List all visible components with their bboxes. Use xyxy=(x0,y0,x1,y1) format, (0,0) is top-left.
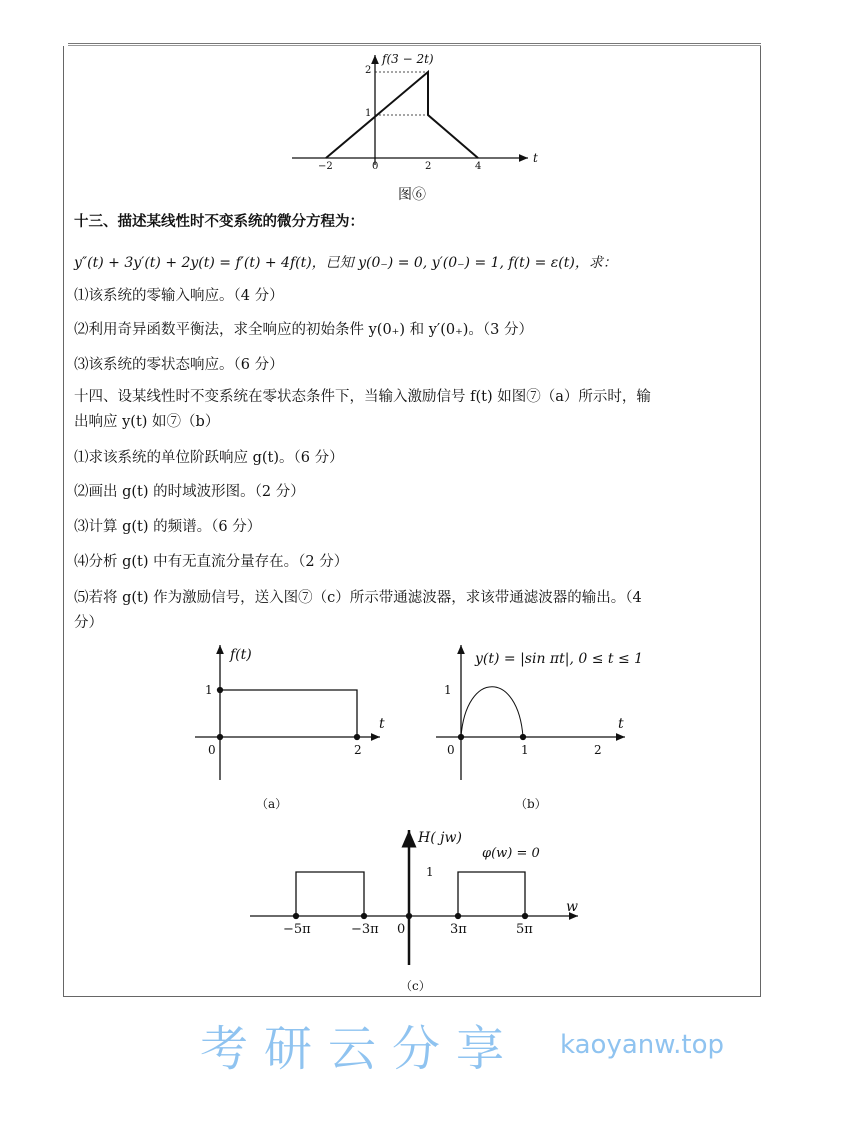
figA-graph xyxy=(195,645,380,780)
point xyxy=(355,735,360,740)
signal-line xyxy=(326,72,478,158)
fig6-xtick: −2 xyxy=(318,161,333,172)
figC-phase: φ(w) = 0 xyxy=(482,846,540,861)
figC-one: 1 xyxy=(426,865,434,879)
point xyxy=(218,688,223,693)
q13-item: ⑴该系统的零输入响应。（4 分） xyxy=(74,288,284,304)
figB-one-y: 1 xyxy=(444,683,452,697)
point xyxy=(456,914,461,919)
point xyxy=(407,914,412,919)
fig6-ytick: 2 xyxy=(365,65,372,76)
figC-ylabel: H( jw) xyxy=(418,830,462,846)
figA-xlabel: t xyxy=(379,716,385,732)
q14-title: 十四、设某线性时不变系统在零状态条件下，当输入激励信号 f(t) 如图⑦（a）所示时，输 xyxy=(74,389,651,405)
fig6-caption: 图⑥ xyxy=(398,187,426,203)
figA-zero: 0 xyxy=(208,743,216,757)
q14-item: ⑴求该系统的单位阶跃响应 g(t)。（6 分） xyxy=(74,450,344,466)
q14-item: ⑵画出 g(t) 的时域波形图。（2 分） xyxy=(74,484,305,500)
point xyxy=(523,914,528,919)
passband-left xyxy=(296,872,364,916)
figA-ylabel: f(t) xyxy=(230,647,252,663)
figB-zero: 0 xyxy=(447,743,455,757)
q13-equation: y″(t) + 3y′(t) + 2y(t) = f′(t) + 4f(t)，已知 y(0₋) = 0, y′(0₋) = 1, f(t) = ε(t)，求： xyxy=(74,255,617,271)
figB-xlabel: t xyxy=(618,716,624,732)
q13-item: ⑵利用奇异函数平衡法，求全响应的初始条件 y(0₊) 和 y′(0₊)。（3 分） xyxy=(74,322,533,338)
q14-item: ⑶计算 g(t) 的频谱。（6 分） xyxy=(74,519,262,535)
point xyxy=(218,735,223,740)
point xyxy=(362,914,367,919)
passband-right xyxy=(458,872,525,916)
fig6-xtick: 2 xyxy=(425,161,432,172)
figA-two: 2 xyxy=(354,743,362,757)
q14-item: 分） xyxy=(74,615,103,631)
fig6-xtick: 0 xyxy=(372,161,379,172)
fig6-ytick: 1 xyxy=(365,108,372,119)
figC-xtick: −3π xyxy=(351,922,379,937)
figC-xtick: 3π xyxy=(450,922,467,937)
fig6-xlabel: t xyxy=(533,151,538,165)
figC-xtick: −5π xyxy=(283,922,311,937)
signal-arc xyxy=(461,687,523,737)
figB-two: 2 xyxy=(594,743,602,757)
fig6-ylabel: f(3 − 2t) xyxy=(382,52,434,66)
watermark-url: kaoyanw.top xyxy=(560,1030,724,1060)
figC-xlabel: w xyxy=(566,899,578,915)
figC-xtick: 0 xyxy=(397,922,406,937)
figA-caption: （a） xyxy=(256,797,288,811)
q14-item: ⑷分析 g(t) 中有无直流分量存在。（2 分） xyxy=(74,554,349,570)
q13-title: 十三、描述某线性时不变系统的微分方程为： xyxy=(74,213,364,230)
figC-xtick: 5π xyxy=(516,922,533,937)
signal-line xyxy=(220,690,357,737)
figB-label: y(t) = |sin πt|, 0 ≤ t ≤ 1 xyxy=(475,651,644,667)
fig6-xtick: 4 xyxy=(475,161,482,172)
figC-caption: （c） xyxy=(400,979,431,993)
point xyxy=(521,735,526,740)
q14-title-cont: 出响应 y(t) 如⑦（b） xyxy=(74,414,220,430)
point xyxy=(294,914,299,919)
figB-caption: （b） xyxy=(515,797,547,811)
figure6-graph xyxy=(292,55,528,165)
q14-item: ⑸若将 g(t) 作为激励信号，送入图⑦（c）所示带通滤波器，求该带通滤波器的输出。（4 xyxy=(74,590,642,606)
figB-one-x: 1 xyxy=(521,743,529,757)
watermark-text: 考研云分享 xyxy=(200,1021,521,1077)
point xyxy=(459,735,464,740)
figA-one: 1 xyxy=(205,683,213,697)
q13-item: ⑶该系统的零状态响应。（6 分） xyxy=(74,357,284,373)
